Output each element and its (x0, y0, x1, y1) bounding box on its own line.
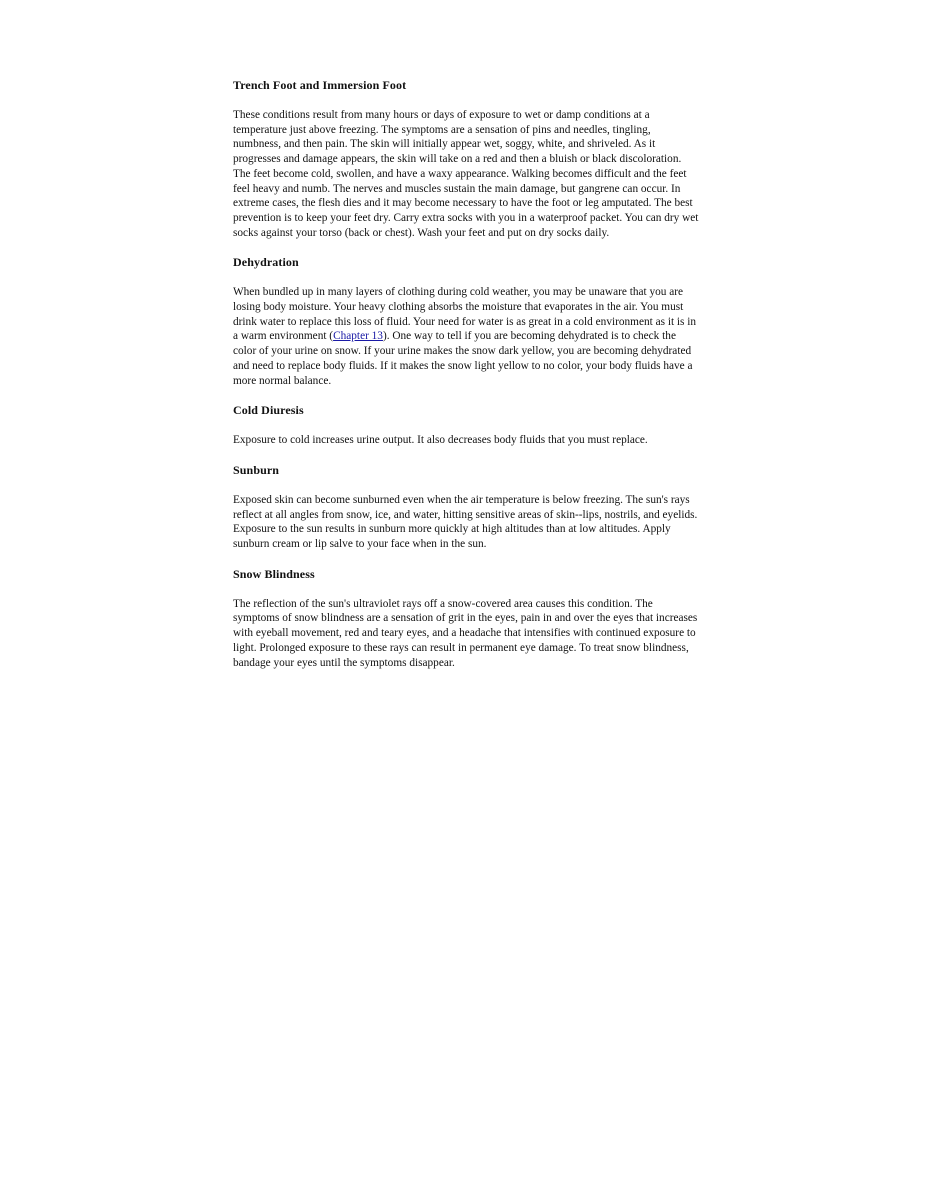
section-dehydration (233, 255, 699, 388)
section-heading: Sunburn (233, 462, 280, 477)
section-heading: Cold Diuresis (233, 403, 304, 418)
document-page (233, 78, 699, 685)
section-heading: Trench Foot and Immersion Foot (233, 78, 407, 92)
section-sunburn (233, 463, 699, 552)
section-snow-blindness (233, 567, 699, 671)
section-heading: Snow Blindness (233, 566, 315, 581)
section-paragraph: These conditions result from many hours or days of exposure to wet or damp conditions at a temperature just above freezing. The symptoms are a sensation of pins and needles, tingling, numbness, and then pain. The skin will initially appear wet, soggy, white, and shriveled. As it progresses and damage appears, the skin will take on a red and then a bluish or black discoloration. The feet become cold, swollen, and have a waxy appearance. Walking becomes difficult and the feet feel heavy and numb. The nerves and muscles sustain the main damage, but gangrene can occur. In extreme cases, the flesh dies and it may become necessary to have the foot or leg amputated. The best prevention is to keep your feet dry. Carry extra socks with you in a waterproof packet. You can dry wet socks against your torso (back or chest). Wash your feet and put on dry socks daily. (233, 109, 699, 239)
paragraph-text-before-link: When bundled up in many layers of clothing during cold weather, you may be unaware that you are losing body moisture. Your heavy clothing absorbs the moisture that evaporates in the air. You must drink water to replace this loss of fluid. Your need for water is as great in a cold environment as it is in a warm environment ( (233, 286, 697, 343)
section-heading: Dehydration (233, 255, 299, 270)
chapter-13-link[interactable]: Chapter 13 (333, 330, 383, 343)
section-paragraph: The reflection of the sun's ultraviolet rays off a snow-covered area causes this condition. The symptoms of snow blindness are a sensation of grit in the eyes, pain in and over the eyes that increases with eyeball movement, red and teary eyes, and a headache that intensifies with continued exposure to light. Prolonged exposure to these rays can result in permanent eye damage. To treat snow blindness, bandage your eyes until the symptoms disappear. (233, 597, 698, 669)
paragraph-text-after-link: ). One way to tell if you are becoming dehydrated is to check the color of your urine on snow. If your urine makes the snow dark yellow, you are becoming dehydrated and need to replace body fluids. If it makes the snow light yellow to no color, your body fluids have a more normal balance. (233, 330, 693, 387)
section-paragraph (233, 285, 699, 388)
section-paragraph: Exposed skin can become sunburned even when the air temperature is below freezing. The sun's rays reflect at all angles from snow, ice, and water, hitting sensitive areas of skin--lips, nostrils, and eyelids. Exposure to the sun results in sunburn more quickly at high altitudes than at low altitudes. Apply sunburn cream or lip salve to your face when in the sun. (233, 493, 698, 551)
section-cold-diuresis (233, 403, 699, 448)
section-paragraph: Exposure to cold increases urine output. It also decreases body fluids that you must replace. (233, 434, 648, 447)
section-trench-foot (233, 78, 699, 240)
